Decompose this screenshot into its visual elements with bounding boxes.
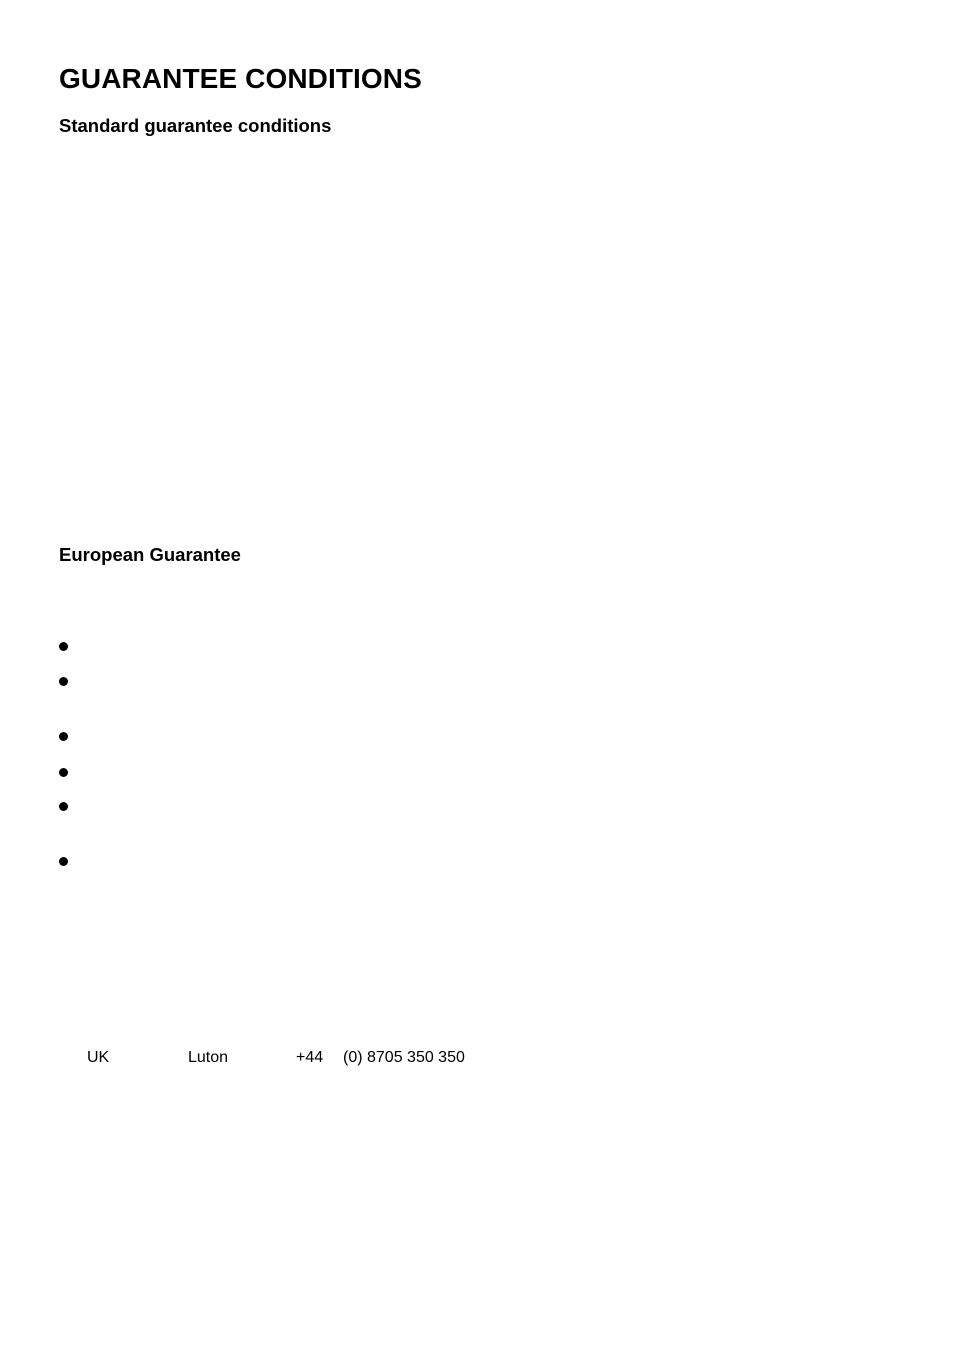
european-guarantee-heading: European Guarantee xyxy=(59,544,241,565)
bullet-point xyxy=(59,857,68,866)
contact-table-row xyxy=(0,1048,954,1068)
standard-guarantee-heading: Standard guarantee conditions xyxy=(59,115,332,136)
contact-phone-number: (0) 8705 350 350 xyxy=(343,1049,465,1066)
contact-dial-code: +44 xyxy=(296,1049,324,1066)
bullet-point xyxy=(59,768,68,777)
bullet-point xyxy=(59,677,68,686)
bullet-point xyxy=(59,802,68,811)
page-title: GUARANTEE CONDITIONS xyxy=(59,63,422,94)
bullet-point xyxy=(59,642,68,651)
contact-city: Luton xyxy=(188,1049,229,1066)
bullet-point xyxy=(59,732,68,741)
contact-country: UK xyxy=(87,1049,110,1066)
